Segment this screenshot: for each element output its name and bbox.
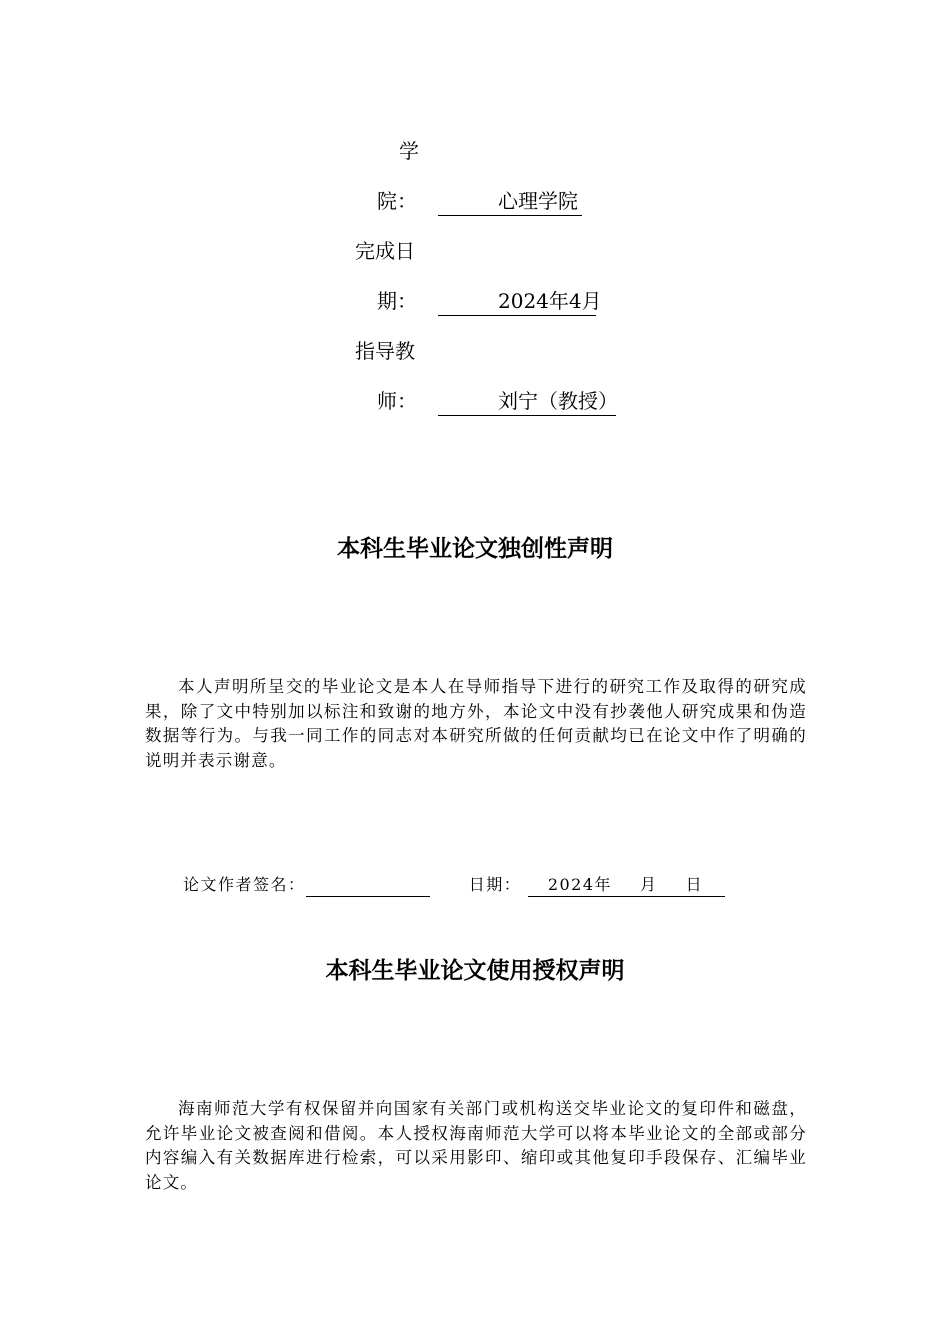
signature-date-field[interactable]	[528, 874, 725, 897]
advisor-value: 刘宁（教授）	[438, 388, 616, 416]
advisor-label-line2: 师：	[377, 389, 417, 413]
signature-month-unit: 月	[640, 875, 658, 894]
authorization-statement-body: 海南师范大学有权保留并向国家有关部门或机构送交毕业论文的复印件和磁盘，允许毕业论文被查阅和借阅。本人授权海南师范大学可以将本毕业论文的全部或部分内容编入有关数据库进行检索，可以采用影印、缩印或其他复印手段保存、汇编毕业论文。	[145, 1099, 807, 1192]
college-value: 心理学院	[438, 188, 582, 216]
authorization-statement-title: 本科生毕业论文使用授权声明	[325, 958, 625, 984]
signature-year: 2024	[547, 875, 595, 894]
originality-statement-title: 本科生毕业论文独创性声明	[337, 536, 613, 562]
completion-date-value: 2024年4月	[438, 288, 596, 316]
signature-day-unit: 日	[685, 875, 704, 894]
signature-date-label: 日期：	[468, 875, 522, 894]
author-signature-label: 论文作者签名：	[183, 875, 306, 894]
signature-row	[183, 874, 725, 897]
college-label-line1: 学	[399, 139, 419, 163]
college-label-line2: 院：	[377, 189, 417, 213]
signature-year-unit: 年	[594, 875, 613, 894]
author-signature-blank[interactable]	[306, 878, 430, 897]
date-label-line2: 期：	[377, 289, 417, 313]
date-label-line1: 完成日	[355, 239, 415, 263]
advisor-label-line1: 指导教	[355, 339, 415, 363]
originality-statement-body: 本人声明所呈交的毕业论文是本人在导师指导下进行的研究工作及取得的研究成果，除了文中特别加以标注和致谢的地方外，本论文中没有抄袭他人研究成果和伪造数据等行为。与我一同工作的同志对本研究所做的任何贡献均已在论文中作了明确的说明并表示谢意。	[145, 677, 807, 770]
